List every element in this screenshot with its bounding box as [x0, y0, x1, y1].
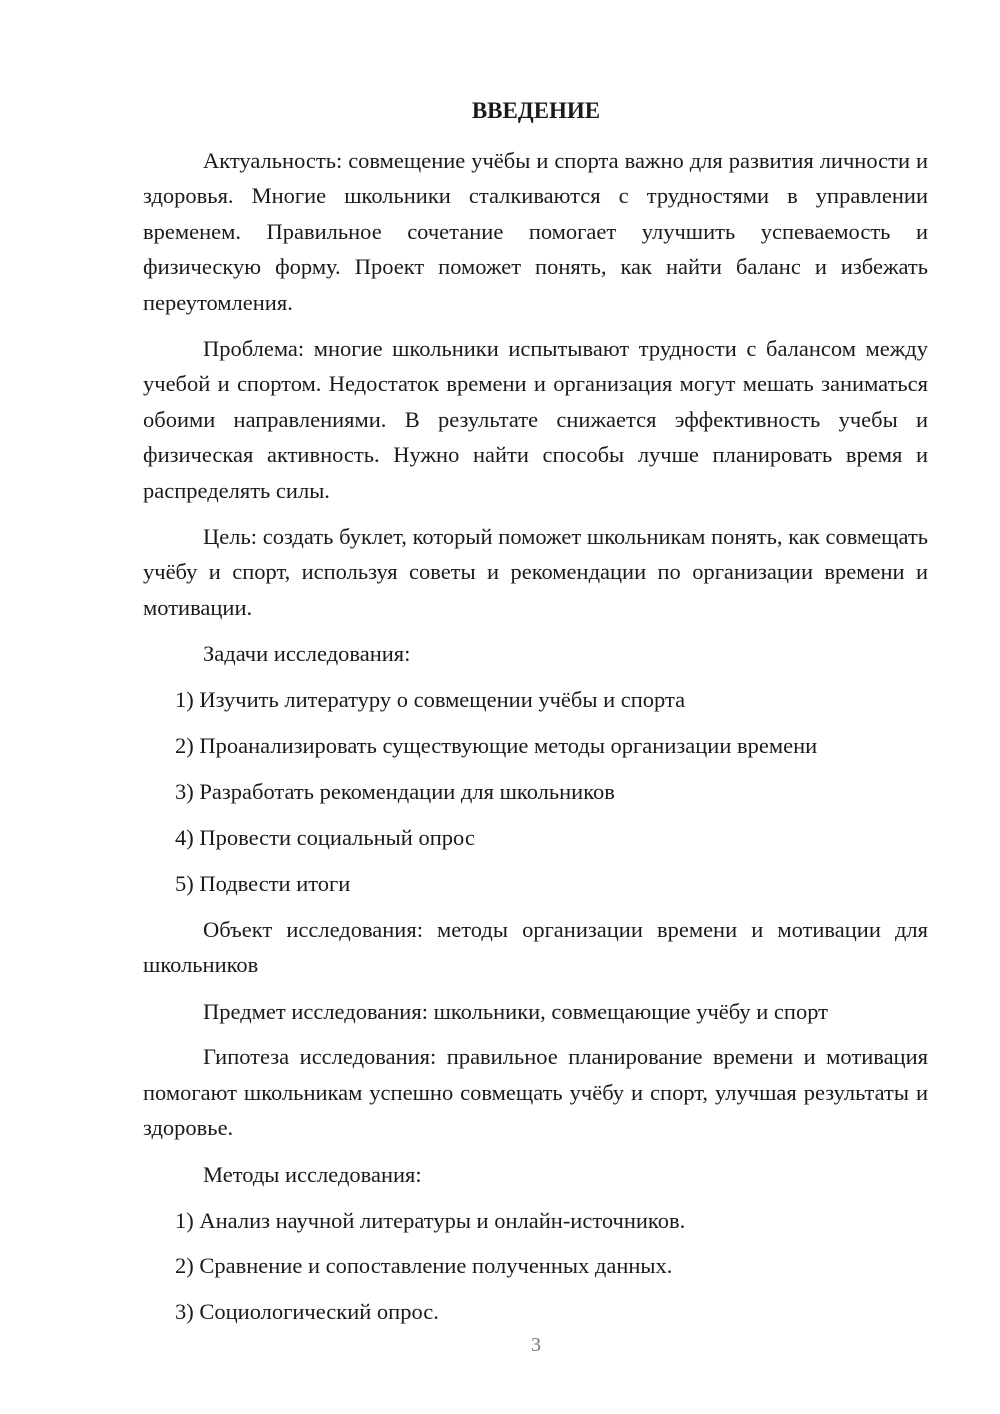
list-item-number: 3) — [175, 1299, 194, 1325]
tasks-heading: Задачи исследования: — [203, 641, 411, 667]
list-item-number: 2) — [175, 733, 194, 759]
tasks-list — [143, 682, 928, 912]
list-item-text: Анализ научной литературы и онлайн-источников. — [199, 1207, 686, 1233]
methods-list — [143, 1203, 928, 1341]
list-item — [143, 1203, 928, 1249]
list-item — [143, 682, 928, 728]
problem-paragraph: Проблема: многие школьники испытывают трудности с балансом между учебой и спортом. Недостаток времени и организация могут мешать заниматься обоими направлениями. В результате снижается эффективность учебы и физическая активность. Нужно найти способы лучше планировать время и распределять силы. — [143, 336, 928, 503]
methods-heading: Методы исследования: — [203, 1161, 422, 1187]
subject-paragraph: Предмет исследования: школьники, совмещающие учёбу и спорт — [203, 998, 828, 1024]
list-item-text: Социологический опрос. — [199, 1299, 439, 1325]
list-item — [143, 1248, 928, 1294]
goal-paragraph: Цель: создать буклет, который поможет школьникам понять, как совмещать учёбу и спорт, используя советы и рекомендации по организации времени и мотивации. — [143, 524, 928, 620]
page-title: ВВЕДЕНИЕ — [471, 98, 601, 123]
list-item-number: 4) — [175, 824, 194, 850]
object-paragraph: Объект исследования: методы организации времени и мотивации для школьников — [143, 916, 928, 978]
list-item — [143, 820, 928, 866]
list-item-text: Проанализировать существующие методы организации времени — [199, 733, 818, 759]
list-item — [143, 728, 928, 774]
list-item — [143, 774, 928, 820]
list-item-number: 1) — [175, 1207, 194, 1233]
list-item-text: Провести социальный опрос — [199, 824, 475, 850]
list-item-number: 1) — [175, 687, 194, 713]
list-item-text: Подвести итоги — [199, 870, 351, 896]
hypothesis-paragraph: Гипотеза исследования: правильное планирование времени и мотивация помогают школьникам успешно совмещать учёбу и спорт, улучшая результаты и здоровье. — [143, 1044, 928, 1141]
list-item-text: Изучить литературу о совмещении учёбы и спорта — [199, 687, 686, 713]
list-item — [143, 866, 928, 912]
list-item-number: 5) — [175, 870, 194, 896]
list-item-text: Сравнение и сопоставление полученных данных. — [199, 1253, 673, 1279]
page-number: 3 — [531, 1334, 541, 1356]
list-item-text: Разработать рекомендации для школьников — [199, 779, 615, 804]
list-item-number: 3) — [175, 779, 194, 804]
list-item-number: 2) — [175, 1253, 194, 1279]
document-body — [143, 143, 928, 1340]
relevance-paragraph: Актуальность: совмещение учёбы и спорта важно для развития личности и здоровья. Многие школьники сталкиваются с трудностями в управлении временем. Правильное сочетание помогает улучшить успеваемость и физическую форму. Проект поможет понять, как найти баланс и избежать переутомления. — [143, 148, 928, 315]
